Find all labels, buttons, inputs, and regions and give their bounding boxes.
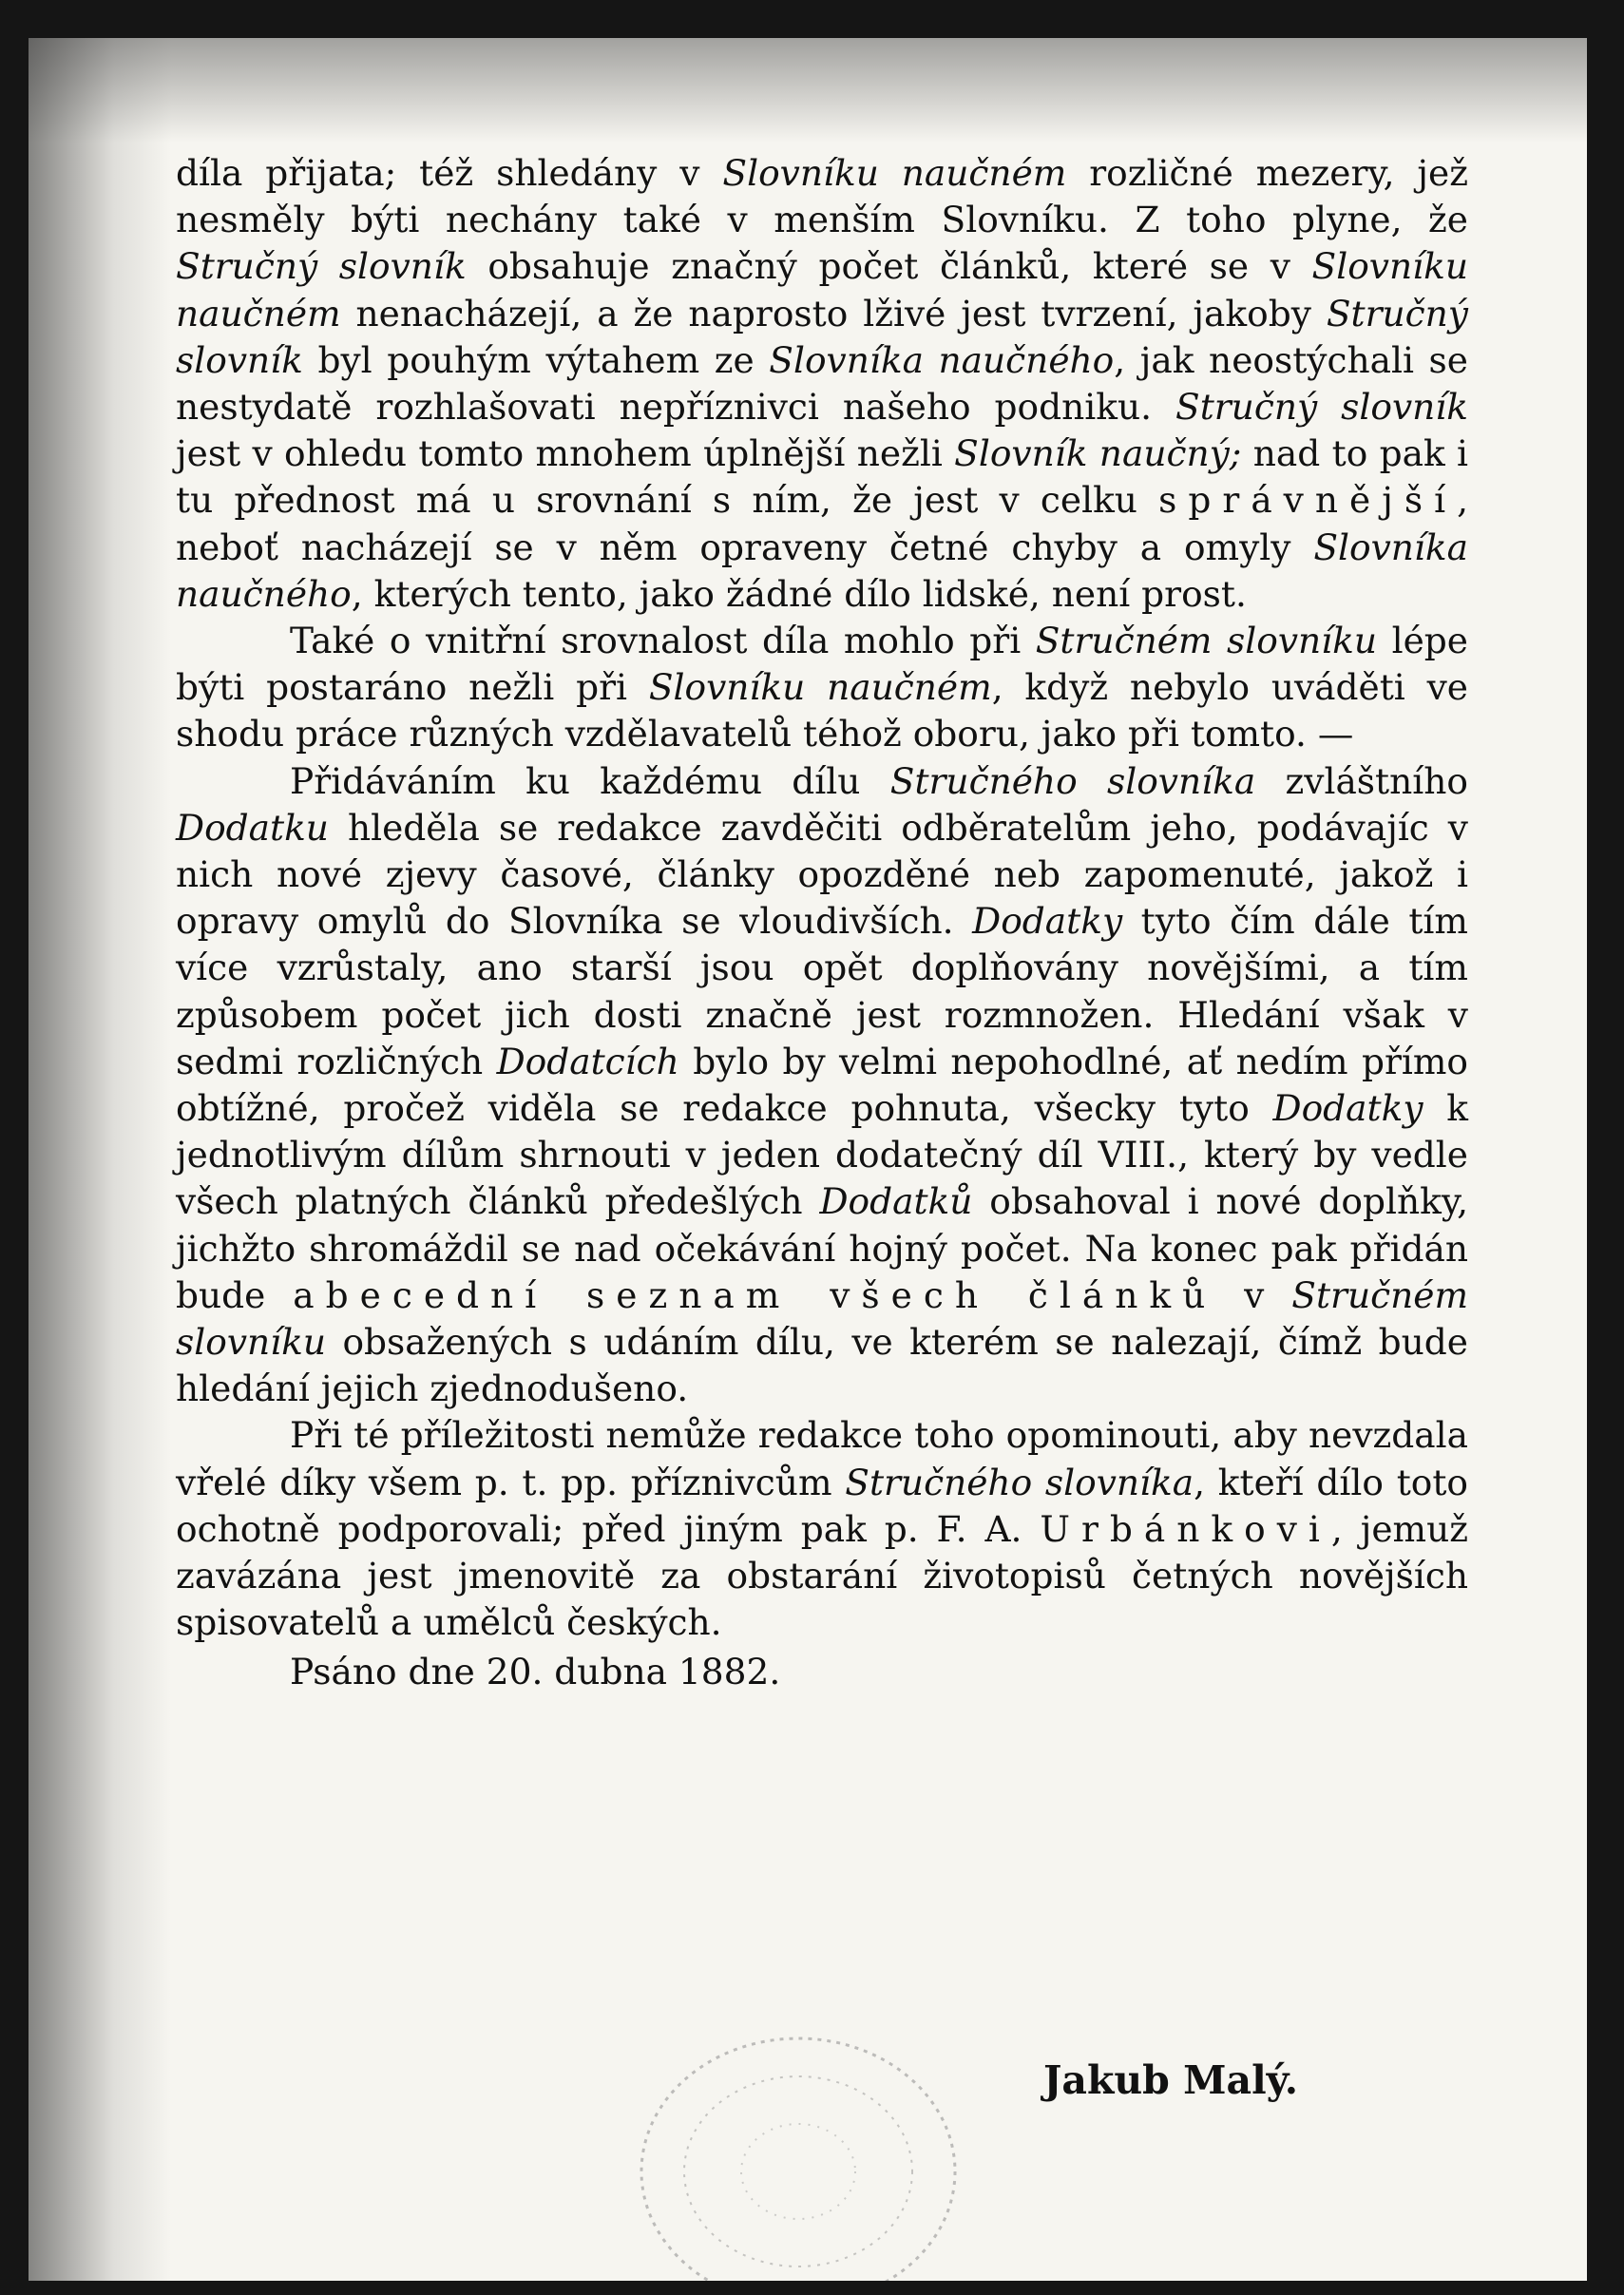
body-text (176, 150, 1468, 1695)
italic-run: Slovníka naučného (176, 526, 1468, 615)
text-run: obsahoval i nové doplňky, jichžto shromáždil se nad očekávání hojný počet. Na konec pak přidán bude (176, 1180, 1469, 1316)
text-run: zvláštního (1255, 759, 1468, 802)
text-run: lépe býti postaráno nežli při (176, 620, 1468, 709)
italic-run: Dodatků (819, 1180, 973, 1223)
text-run: v (1216, 1273, 1292, 1316)
italic-run: Stručný slovník (1175, 386, 1469, 429)
italic-run: Dodatku (176, 806, 329, 849)
italic-run: Stručném slovníku (176, 1273, 1469, 1364)
text-run: , kteří dílo toto ochotně podporovali; před jiným pak p. F. A. (176, 1461, 1468, 1550)
text-run: rozličné mezery, jež nesměly býti nechány také v menším Slovníku. Z toho plyne, že (176, 152, 1469, 241)
text-run: Při té příležitosti nemůže redakce toho opominouti, aby nevzdala vřelé díky všem p. t. pp. příznivcům (176, 1414, 1468, 1503)
text-run: k jednotlivým dílům shrnouti v jeden dodatečný díl VIII., který by vedle všech platných článků předešlých (176, 1087, 1468, 1223)
italic-run: Slovníka naučného (769, 338, 1115, 381)
spaced-emphasis-run: Urbánkovi (1040, 1507, 1331, 1550)
spaced-emphasis-run: abecední seznam všech článků (293, 1273, 1217, 1316)
text-run: , kterých tento, jako žádné dílo lidské, není prost. (351, 572, 1247, 615)
text-run: , když nebylo uváděti ve shodu práce různých vzdělavatelů téhož oboru, jako při tomto. — (176, 666, 1469, 755)
text-run: nad to pak i tu přednost má u srovnání s ním, že jest v celku (176, 432, 1468, 522)
paragraph-2 (176, 618, 1468, 758)
paragraph-4 (176, 1412, 1468, 1646)
italic-run: Stručného slovníka (889, 759, 1256, 802)
italic-run: Dodatcích (496, 1040, 679, 1082)
library-stamp-icon (608, 2015, 988, 2281)
scanned-page (29, 38, 1587, 2281)
italic-run: Slovníku naučném (176, 245, 1468, 335)
text-run: obsahuje značný počet článků, které se v (466, 245, 1312, 288)
text-run: byl pouhým výtahem ze (302, 338, 770, 381)
text-run: bylo by velmi nepohodlné, ať nedím přímo obtížné, pročež viděla se redakce pohnuta, všecky tyto (176, 1040, 1468, 1130)
italic-run: Stručný slovník (176, 292, 1468, 381)
paragraph-1 (176, 150, 1468, 618)
text-run: , jemuž zavázána jest jmenovitě za obstarání životopisů četných novějších spisovatelů a umělců českých. (176, 1507, 1468, 1644)
italic-run: Slovník naučný; (954, 432, 1242, 475)
text-run: obsažených s udáním dílu, ve kterém se nalezají, čímž bude hledání jejich zjednodušeno. (176, 1321, 1468, 1410)
italic-run: Slovníku naučném (648, 666, 992, 709)
signature: Jakub Malý. (1043, 2057, 1299, 2103)
italic-run: Stručném slovníku (1035, 620, 1378, 662)
text-run: hleděla se redakce zavděčiti odběratelům jeho, podávajíc v nich nové zjevy časové, články opozděné neb zapomenuté, jakož i opravy omylů do Slovníka se vloudivších. (176, 806, 1468, 943)
paragraph-3 (176, 758, 1468, 1413)
text-run: nenacházejí, a že naprosto lživé jest tvrzení, jakoby (340, 292, 1327, 335)
dateline: Psáno dne 20. dubna 1882. (290, 1650, 781, 1693)
italic-run: Dodatky (972, 900, 1123, 943)
text-run: díla přijata; též shledány v (176, 152, 723, 194)
spaced-emphasis-run: správnější (1158, 479, 1458, 522)
text-run: Také o vnitřní srovnalost díla mohlo při (290, 620, 1036, 662)
italic-run: Stručný slovník (176, 245, 467, 288)
italic-run: Dodatky (1272, 1087, 1423, 1130)
text-run: tyto čím dále tím více vzrůstaly, ano starší jsou opět doplňovány novějšími, a tím způsobem počet jich dosti značně jest rozmnožen. Hledání však v sedmi rozličných (176, 900, 1468, 1082)
page-top-shadow (29, 38, 1587, 143)
italic-run: Stručného slovníka (845, 1461, 1194, 1503)
text-run: jest v ohledu tomto mnohem úplnější nežli (176, 432, 955, 475)
page-edge-shadow (29, 38, 171, 2281)
text-run: , neboť nacházejí se v něm opraveny četné chyby a omyly (176, 479, 1468, 568)
text-run: , jak neostýchali se nestydatě rozhlašovati nepříznivci našeho podniku. (176, 338, 1468, 429)
italic-run: Slovníku naučném (722, 152, 1067, 194)
text-run: Přidáváním ku každému dílu (290, 759, 890, 802)
